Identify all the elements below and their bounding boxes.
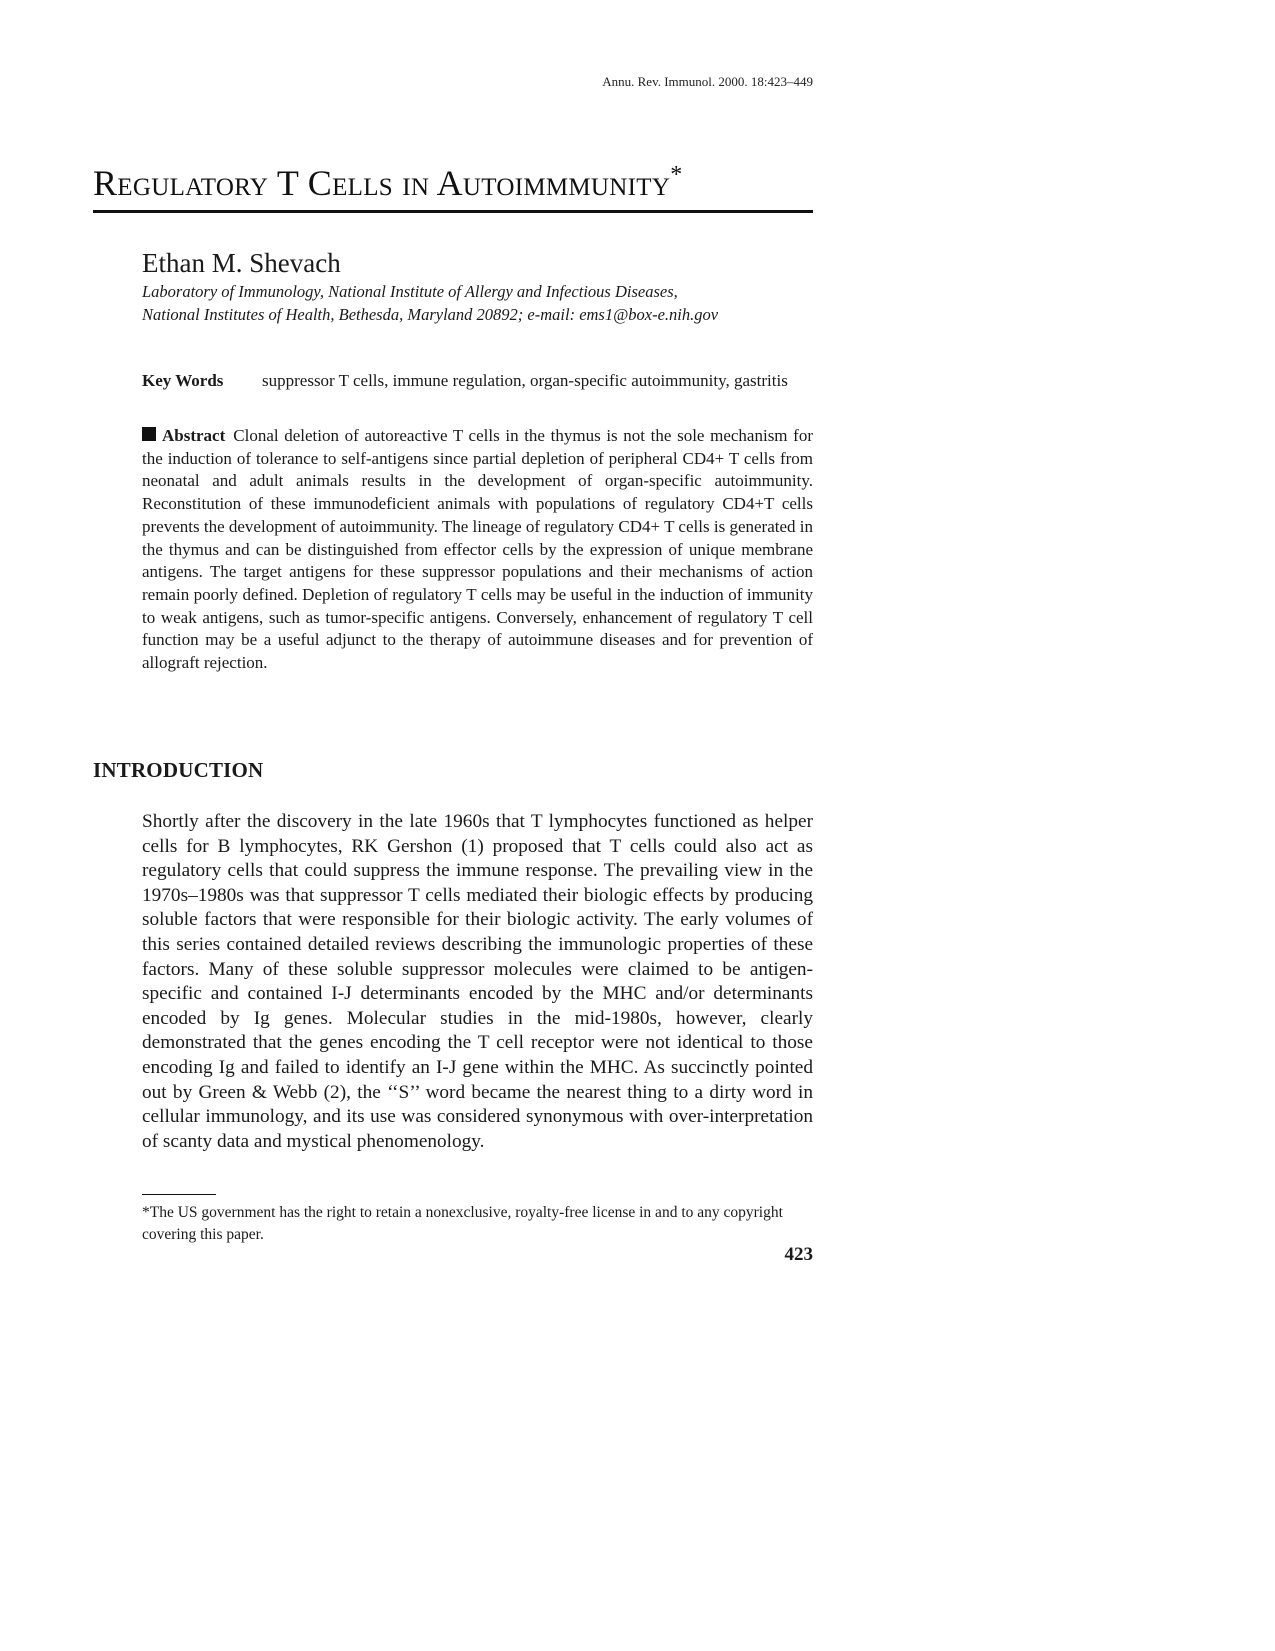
abstract-text: Clonal deletion of autoreactive T cells in the thymus is not the sole mechanism for the induction of tolerance to self-antigens since partial depletion of peripheral CD4+ T cells from neonatal and adult animals results in the development of organ-specific autoimmunity. Reconstitution of these immunodeficient animals with populations of regulatory CD4+T cells prevents the development of autoimmunity. The lineage of regulatory CD4+ T cells is generated in the thymus and can be distinguished from effector cells by the expression of unique membrane antigens. The target antigens for these suppressor populations and their mechanisms of action remain poorly defined. Depletion of regulatory T cells may be useful in the induction of immunity to weak antigens, such as tumor-specific antigens. Conversely, enhancement of regulatory T cell function may be a useful adjunct to the therapy of autoimmune diseases and for prevention of allograft rejection. xyxy=(142,426,813,673)
keywords-text: suppressor T cells, immune regulation, organ-specific autoimmunity, gastritis xyxy=(262,371,788,390)
abstract-label: Abstract xyxy=(162,426,226,445)
affiliation-line-2: National Institutes of Health, Bethesda, Maryland 20892; e-mail: ems1@box-e.nih.gov xyxy=(142,305,719,324)
author-name: Ethan M. Shevach xyxy=(142,248,341,278)
keywords-block xyxy=(142,369,813,392)
section-heading-introduction: INTRODUCTION xyxy=(93,758,264,782)
article-title xyxy=(93,160,813,206)
title-footnote-mark: * xyxy=(670,162,683,188)
abstract-bullet-icon xyxy=(142,427,156,441)
footnote-rule xyxy=(142,1194,216,1195)
keywords-label: Key Words xyxy=(142,371,224,390)
journal-reference: Annu. Rev. Immunol. 2000. 18:423–449 xyxy=(602,74,813,89)
introduction-paragraph: Shortly after the discovery in the late 1960s that T lymphocytes functioned as helper cells for B lymphocytes, RK Gershon (1) proposed that T cells could also act as regulatory cells that could suppress the immune response. The prevailing view in the 1970s–1980s was that suppressor T cells mediated their biologic effects by producing soluble factors that were responsible for their biologic activity. The early volumes of this series contained detailed reviews describing the immunologic properties of these factors. Many of these soluble suppressor molecules were claimed to be antigen-specific and contained I-J determinants encoded by the MHC and/or determinants encoded by Ig genes. Molecular studies in the mid-1980s, however, clearly demonstrated that the genes encoding the T cell receptor were not identical to those encoding Ig and failed to identify an I-J gene within the MHC. As succinctly pointed out by Green & Webb (2), the ‘‘S’’ word became the nearest thing to a dirty word in cellular immunology, and its use was considered synonymous with over-interpretation of scanty data and mystical phenomenology. xyxy=(142,811,813,1152)
footnote-text: *The US government has the right to retain a nonexclusive, royalty-free license in and to any copyright covering this paper. xyxy=(142,1204,783,1243)
abstract-block xyxy=(142,425,813,675)
author-affiliation xyxy=(142,280,822,326)
article-title-text: Regulatory T Cells in Autoimmmunity xyxy=(93,163,671,203)
page-number: 423 xyxy=(784,1244,813,1265)
affiliation-line-1: Laboratory of Immunology, National Institute of Allergy and Infectious Diseases, xyxy=(142,282,678,301)
title-rule xyxy=(93,210,813,213)
